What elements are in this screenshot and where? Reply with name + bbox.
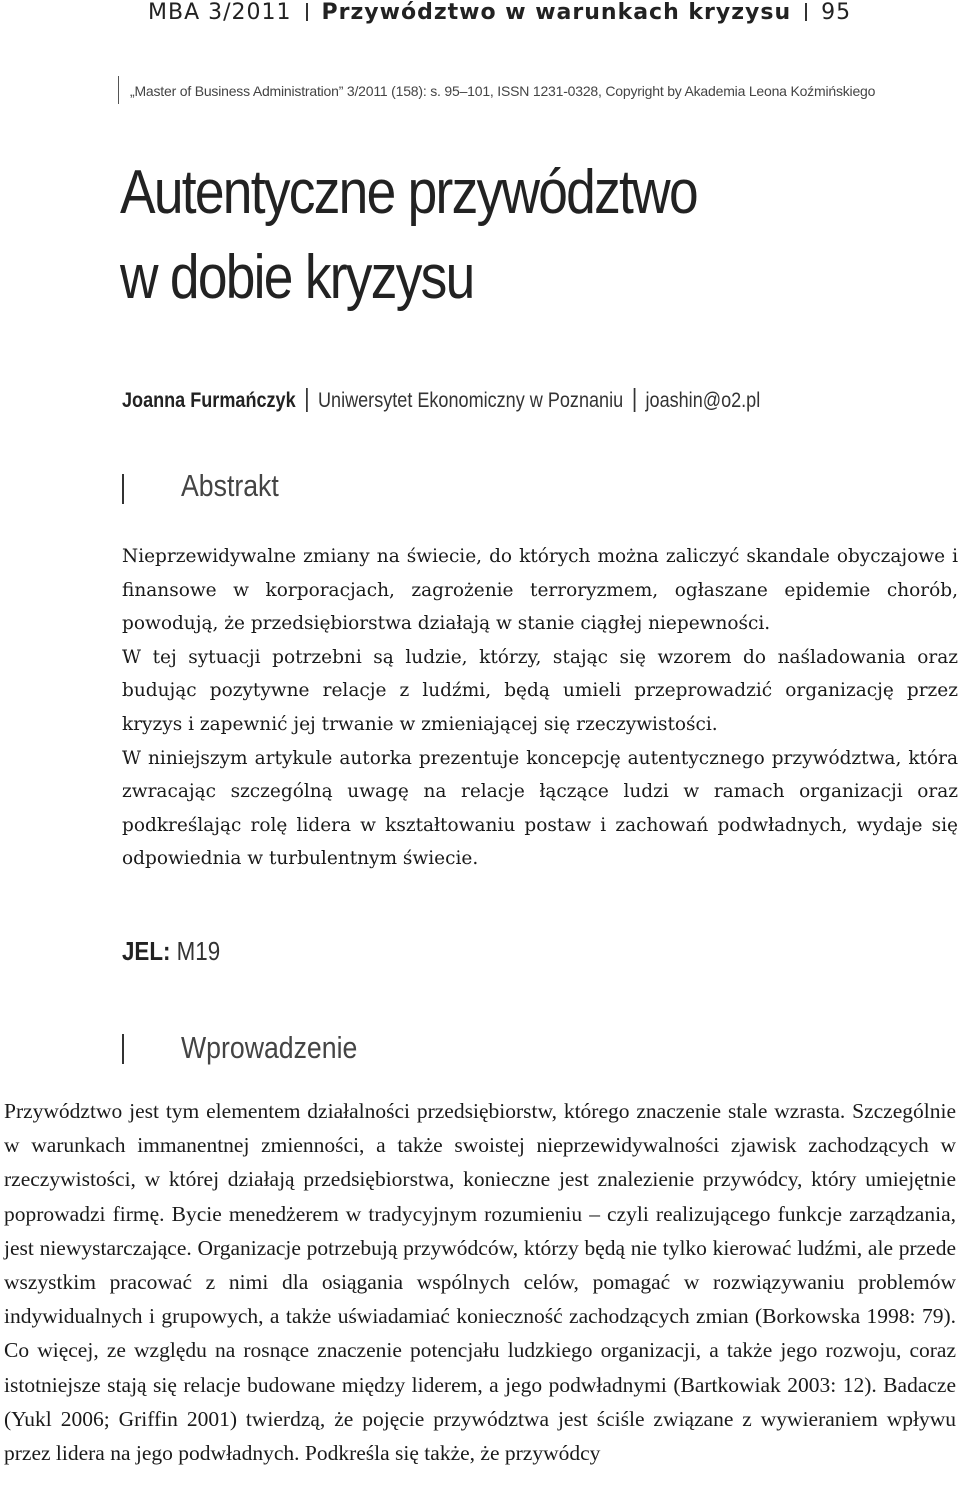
author-separator — [633, 388, 635, 412]
running-header — [148, 0, 960, 28]
article-title — [120, 150, 808, 320]
abstract-heading-bar — [122, 474, 124, 504]
abstract-paragraph: Nieprzewidywalne zmiany na świecie, do których można zaliczyć skandale obyczajowe i finansowe w korporacjach, zagrożenie terroryzmem, ogłaszane epidemie chorób, powodują, że przedsiębiorstwa działają w stanie ciągłej niepewności. — [122, 546, 958, 635]
jel-code: M19 — [176, 936, 221, 966]
citation-text: „Master of Business Administration” 3/2011 (158): s. 95–101, ISSN 1231-0328, Copyright by Akademia Leona Koźmińskiego — [130, 83, 876, 99]
citation-block — [118, 76, 960, 106]
author-name: Joanna Furmańczyk — [122, 389, 296, 412]
abstract-paragraph: W tej sytuacji potrzebni są ludzie, którzy, stając się wzorem do naśladowania oraz budując pozytywne relacje z ludźmi, będą umieli przeprowadzić organizację przez kryzys i zapewnić jej trwanie w zmieniającej się rzeczywistości. — [122, 646, 958, 735]
author-email[interactable]: joashin@o2.pl — [645, 389, 761, 412]
running-section-title: Przywództwo w warunkach kryzysu — [321, 0, 792, 25]
citation-bar — [118, 76, 119, 104]
abstract-heading: Abstrakt — [181, 468, 279, 503]
introduction-heading: Wprowadzenie — [181, 1030, 358, 1065]
header-separator — [805, 3, 807, 21]
article-title-line-2: w dobie kryzysu — [120, 243, 474, 312]
page-number: 95 — [821, 0, 852, 25]
abstract-paragraph: W niniejszym artykule autorka prezentuje koncepcję autentycznego przywództwa, która zwracając szczególną uwagę na relacje łączące ludzi w ramach organizacji oraz podkreślając rolę lidera w kształtowaniu postaw i zachowań podwładnych, wydaje się odpowiednia w turbulentnym świecie. — [122, 747, 958, 870]
abstract-body — [122, 540, 958, 876]
jel-label: JEL: — [122, 936, 171, 966]
journal-issue: MBA 3/2011 — [148, 0, 292, 25]
introduction-heading-bar — [122, 1034, 124, 1064]
jel-classification — [122, 936, 220, 967]
introduction-paragraph: Przywództwo jest tym elementem działalności przedsiębiorstw, którego znaczenie stale wzrasta. Szczególnie w warunkach immanentnej zmienności, a także swoistej nieprzewidywalności zjawisk zachodzących w rzeczywistości, w której działają przedsiębiorstwa, konieczne jest znalezienie przywódcy, który umiejętnie poprowadzi firmę. Bycie menedżerem w tradycyjnym rozumieniu – czyli realizującego funkcje zarządzania, jest niewystarczające. Organizacje potrzebują przywódców, którzy będą nie tylko kierować ludźmi, ale przede wszystkim pracować z nimi dla osiągania wspólnych celów, pomagać w rozwiązywaniu problemów indywidualnych i grupowych, a także uświadamiać konieczność zachodzących zmian (Borkowska 1998: 79). Co więcej, ze względu na rosnące znaczenie potencjału ludzkiego organizacji, a także jego rozwoju, coraz istotniejsze stają się relacje budowane między liderem, a jego podwładnymi (Bartkowiak 2003: 12). Badacze (Yukl 2006; Griffin 2001) twierdzą, że pojęcie przywództwa jest ściśle związane z wywieraniem wpływu przez lidera na jego podwładnych. Podkreśla się także, że przywódcy — [4, 1099, 956, 1466]
article-title-line-1: Autentyczne przywództwo — [120, 158, 697, 227]
author-affiliation: Uniwersytet Ekonomiczny w Poznaniu — [317, 389, 624, 412]
introduction-body — [4, 1094, 956, 1470]
header-separator — [306, 3, 308, 21]
author-separator — [306, 388, 308, 412]
author-line — [122, 386, 760, 416]
